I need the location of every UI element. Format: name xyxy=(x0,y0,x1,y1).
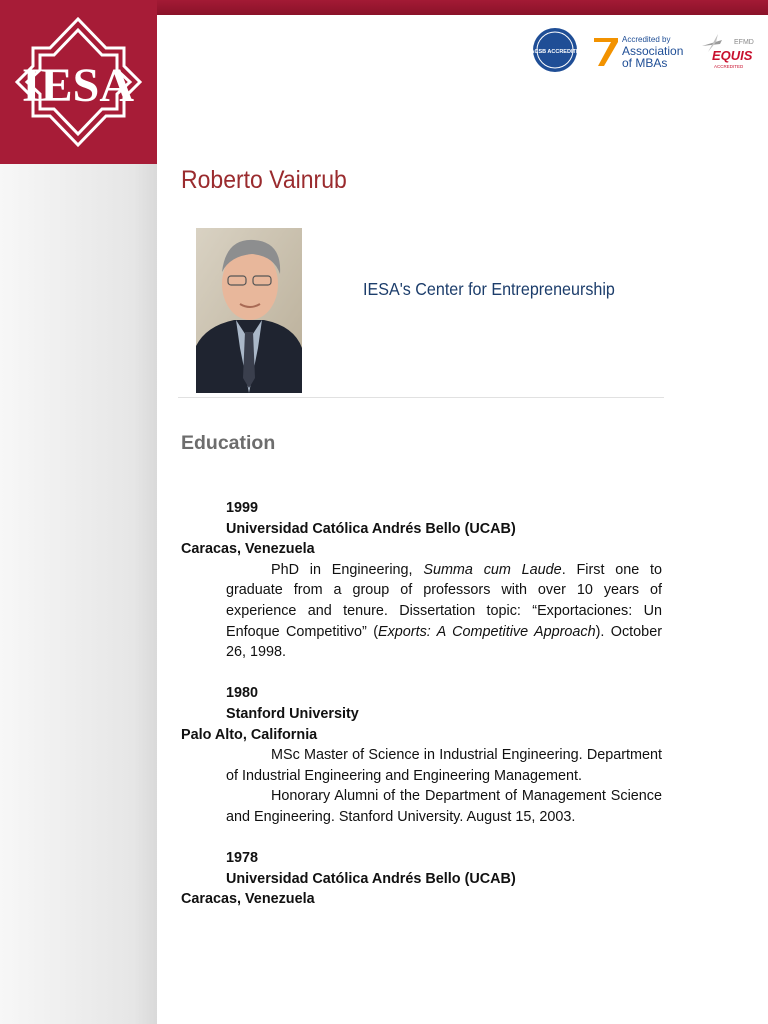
equis-line1: EFMD xyxy=(734,39,754,46)
entry-description: MSc Master of Science in Industrial Engineering. Department of Industrial Engineering and Engineering Management. xyxy=(226,747,662,784)
entry-university: Universidad Católica Andrés Bello (UCAB) xyxy=(226,520,516,537)
entry-location: Caracas, Venezuela xyxy=(181,541,315,558)
entry-year: 1999 xyxy=(226,500,259,516)
desc-text: PhD in Engineering, xyxy=(271,561,424,578)
desc-text: ). October 26, 1998. xyxy=(226,623,662,661)
education-entry-1978 xyxy=(181,848,662,910)
amba-badge-icon xyxy=(590,26,690,76)
equis-badge-icon xyxy=(700,26,760,76)
education-heading: Education xyxy=(181,432,276,454)
entry-university: Universidad Católica Andrés Bello (UCAB) xyxy=(226,870,516,887)
aacsb-text: AACSB ACCREDITED xyxy=(526,49,584,55)
equis-line2: EQUIS xyxy=(712,48,753,63)
amba-line3: of MBAs xyxy=(622,56,668,70)
aacsb-badge-icon xyxy=(526,26,584,76)
entry-year: 1980 xyxy=(226,685,259,702)
entry-location: Palo Alto, California xyxy=(181,726,318,743)
profile-photo xyxy=(196,228,302,393)
education-entry-1999 xyxy=(181,498,662,683)
logo-text: IESA xyxy=(21,59,135,112)
desc-emphasis: Exports: A Competitive Approach xyxy=(378,623,596,640)
entry-location: Caracas, Venezuela xyxy=(181,891,315,908)
equis-line3: ACCREDITED xyxy=(714,64,744,69)
education-list xyxy=(181,498,662,910)
entry-description: Honorary Alumni of the Department of Management Science and Engineering. Stanford University. August 15, 2003. xyxy=(226,788,662,825)
affiliation-text: IESA's Center for Entrepreneurship xyxy=(363,279,615,299)
iesa-logo-icon xyxy=(0,0,157,164)
entry-university: Stanford University xyxy=(226,705,359,722)
divider-line xyxy=(178,397,664,398)
entry-description xyxy=(226,560,662,663)
amba-line1: Accredited by xyxy=(622,35,671,44)
desc-emphasis: Summa cum Laude xyxy=(423,561,562,578)
entry-year: 1978 xyxy=(226,850,259,867)
desc-text: . First one to graduate from a group of professors with over 10 years of experience and tenure. Dissertation topic: “Exportaciones: Un Enfoque Competitivo” ( xyxy=(226,561,663,640)
header-bar xyxy=(157,0,768,15)
amba-line2: Association xyxy=(622,44,684,58)
profile-name: Roberto Vainrub xyxy=(181,166,347,194)
iesa-logo xyxy=(0,0,157,164)
education-entry-1980 xyxy=(181,683,662,848)
